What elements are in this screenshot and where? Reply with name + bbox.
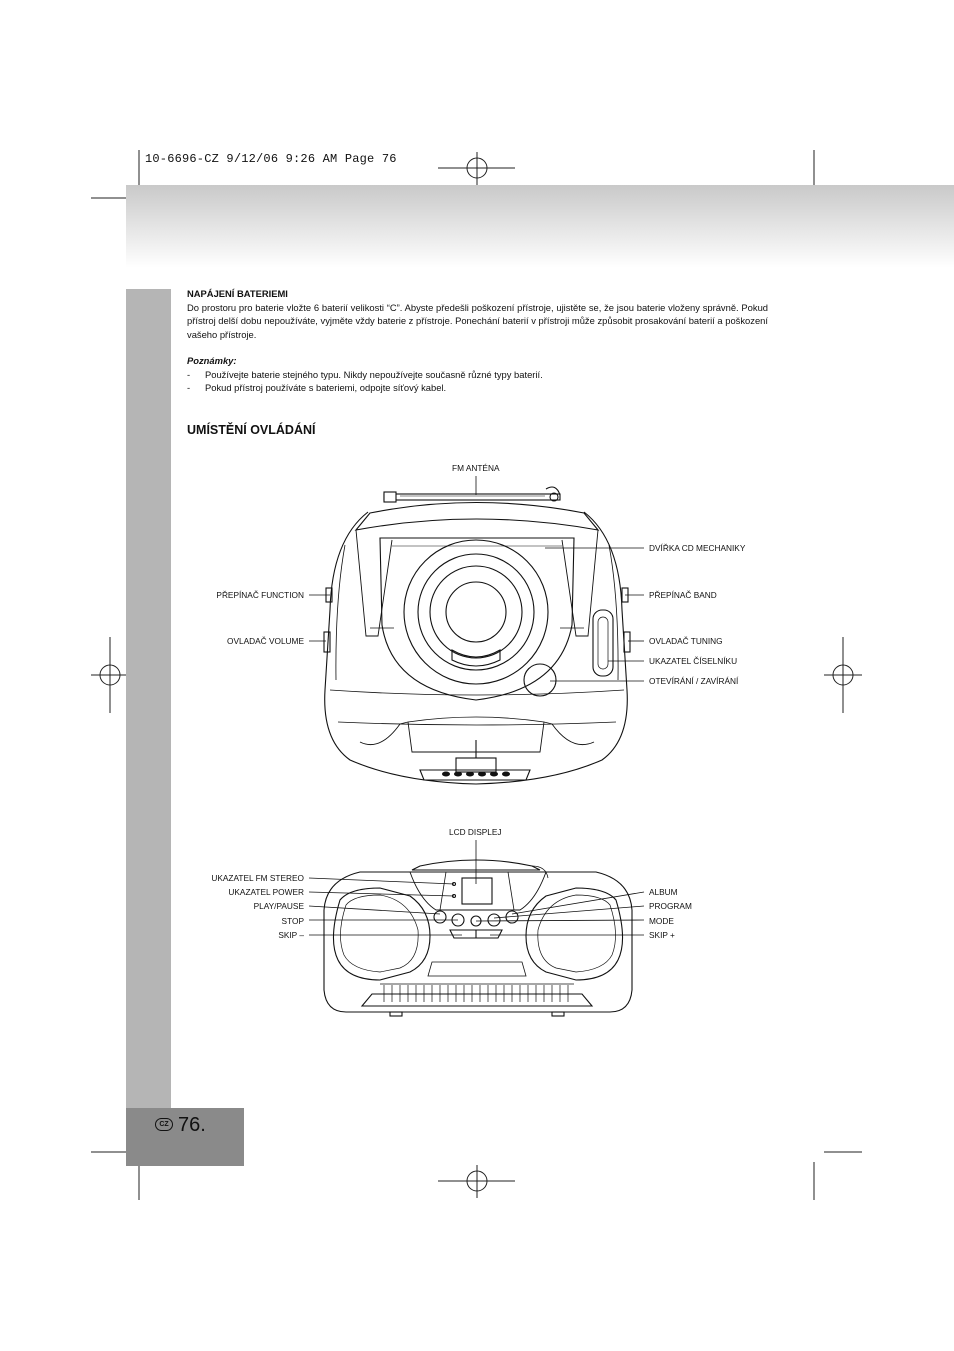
label-mode: MODE bbox=[649, 916, 674, 926]
label-volume-control: OVLADAČ VOLUME bbox=[227, 636, 304, 646]
label-band-switch: PŘEPÍNAČ BAND bbox=[649, 590, 717, 600]
label-stop: STOP bbox=[281, 916, 304, 926]
label-cd-door: DVÍŘKA CD MECHANIKY bbox=[649, 543, 746, 553]
label-album: ALBUM bbox=[649, 887, 678, 897]
battery-paragraph: Do prostoru pro baterie vložte 6 baterií velikosti “C”. Abyste předešli poškození přístroje, ujistěte se, že jsou baterie vloženy správně. Pokud přístroj delší dobu nepoužíváte, vyjměte vždy baterie z přístroje. Ponechání baterií v přístroji může způsobit prosakování baterií a poškození vašeho přístroje. bbox=[187, 301, 768, 340]
note-item: - Pokud přístroj používáte s bateriemi, odpojte síťový kabel. bbox=[187, 381, 768, 395]
page-number: 76. bbox=[178, 1114, 206, 1136]
label-lcd-display: LCD DISPLEJ bbox=[449, 827, 502, 837]
label-tuning-control: OVLADAČ TUNING bbox=[649, 636, 723, 646]
printer-slug: 10-6696-CZ 9/12/06 9:26 AM Page 76 bbox=[145, 152, 397, 166]
label-play-pause: PLAY/PAUSE bbox=[253, 901, 304, 911]
label-power-indicator: UKAZATEL POWER bbox=[228, 887, 304, 897]
language-badge: CZ bbox=[155, 1118, 173, 1131]
notes-title: Poznámky: bbox=[187, 355, 237, 366]
note-item: - Používejte baterie stejného typu. Nikdy nepoužívejte současně různé typy baterií. bbox=[187, 368, 768, 382]
label-fm-antenna: FM ANTÉNA bbox=[452, 463, 500, 473]
label-function-switch: PŘEPÍNAČ FUNCTION bbox=[216, 590, 304, 600]
label-program: PROGRAM bbox=[649, 901, 692, 911]
label-dial-indicator: UKAZATEL ČÍSELNÍKU bbox=[649, 656, 738, 666]
battery-heading: NAPÁJENÍ BATERIEMI bbox=[187, 288, 288, 299]
label-fm-stereo: UKAZATEL FM STEREO bbox=[211, 873, 304, 883]
label-skip-plus: SKIP + bbox=[649, 930, 675, 940]
label-open-close: OTEVÍRÁNÍ / ZAVÍRÁNÍ bbox=[649, 676, 739, 686]
label-skip-minus: SKIP – bbox=[278, 930, 304, 940]
controls-title: UMÍSTĚNÍ OVLÁDÁNÍ bbox=[187, 423, 316, 437]
